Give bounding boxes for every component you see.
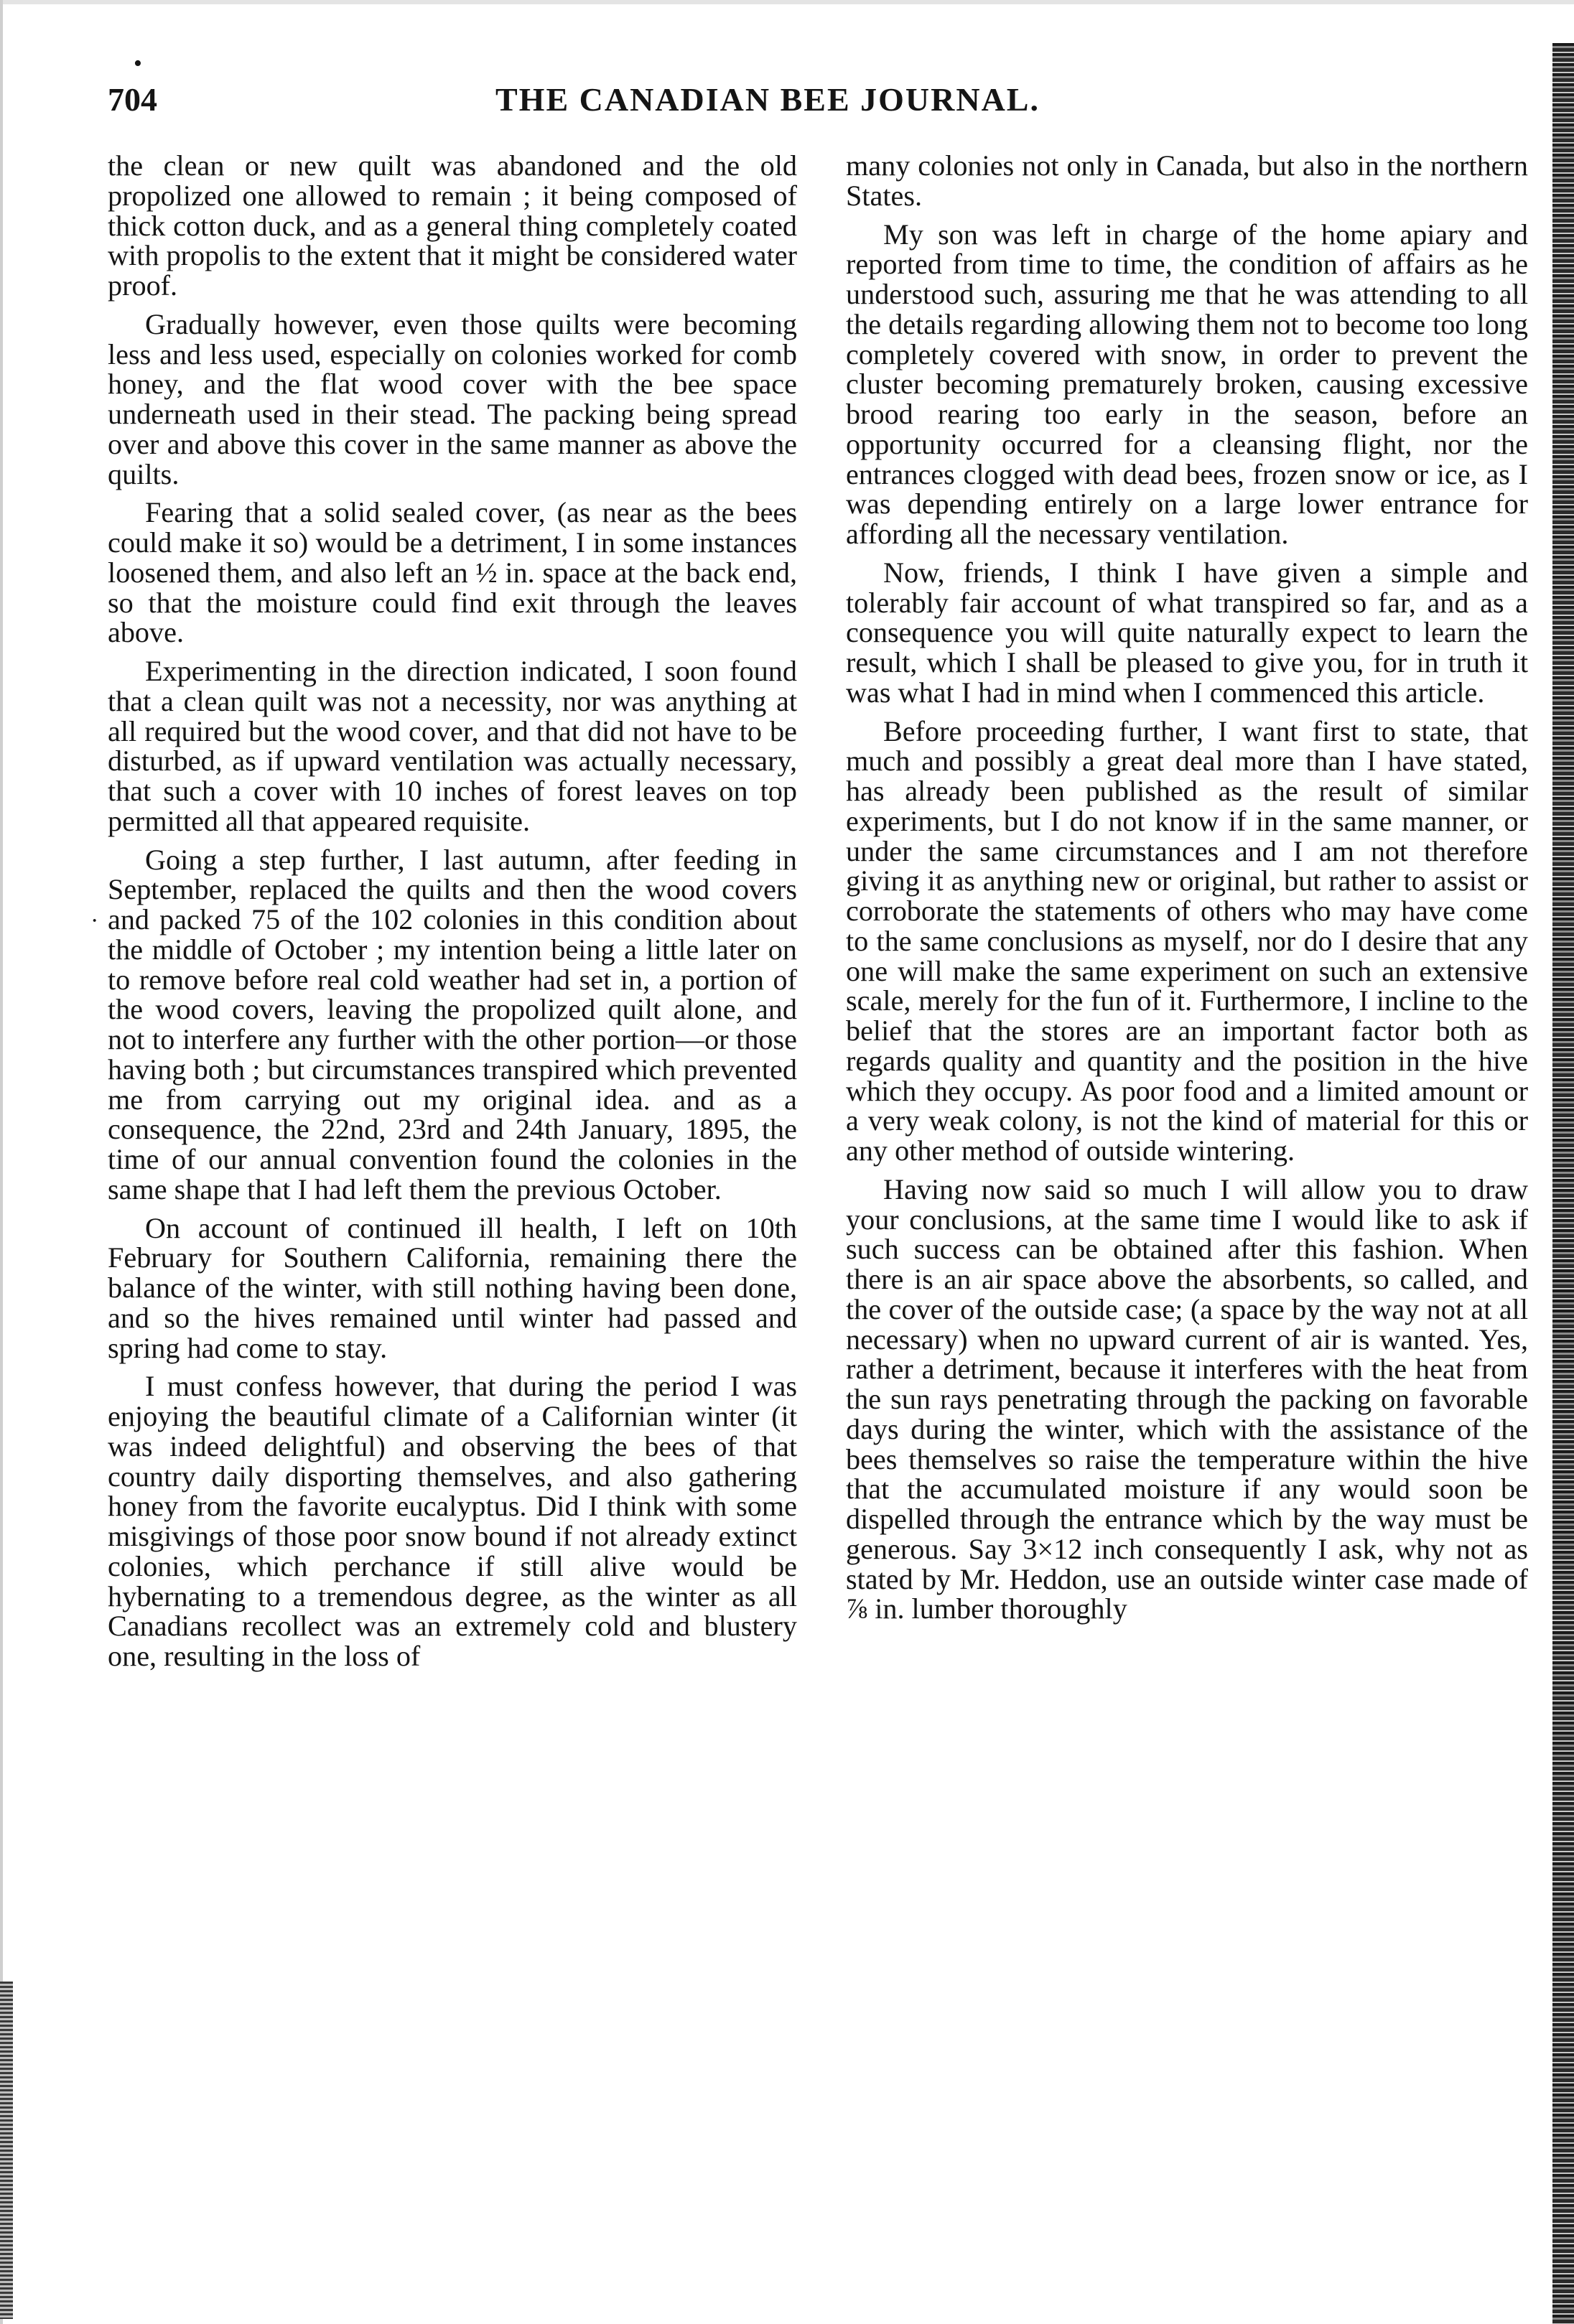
paragraph: Fearing that a solid sealed cover, (as near as the bees could make it so) would be a detriment, I in some instances loosened them, and also left an ½ in. space at the back end, so that the moisture could find exit through the leaves above. [108, 496, 797, 649]
paragraph: On account of continued ill health, I left on 10th February for Southern California, remaining there the balance of the winter, with still nothing having been done, and so the hives remained until winter had passed and spring had come to stay. [108, 1211, 797, 1364]
page-number: 704 [108, 81, 157, 118]
paragraph: Before proceeding further, I want first to state, that much and possibly a great deal more than I have stated, has already been published as the result of similar experiments, but I do not know if in the same manner, or under the same circumstances and I am not therefore giving it as anything new or original, but rather to assist or corroborate the statements of others who may have come to the same conclusions as myself, nor do I desire that any one will make the same experiment on such an extensive scale, merely for the fun of it. Furthermore, I incline to the belief that the stores are an important factor both as regards quality and quantity and the position in the hive which they occupy. As poor food and a limited amount or a very weak colony, is not the kind of material for this or any other method of outside wintering. [846, 714, 1528, 1167]
paragraph: the clean or new quilt was abandoned and the old propolized one allowed to remain ; it being composed of thick cotton duck, and as a general thing completely coated with propolis to the extent that it might be considered water proof. [108, 149, 797, 302]
print-speck: • [134, 50, 142, 77]
page-header [108, 75, 1472, 125]
scanned-left-edge [0, 1982, 13, 2319]
paragraph: Having now said so much I will allow you to draw your conclusions, at the same time I would like to ask if such success can be obtained after this fashion. When there is an air space above the absorbents, so called, and the cover of the outside case; (a space by the way not at all necessary) when no upward current of air is wanted. Yes, rather a detriment, because it interferes with the heat from the sun rays penetrating through the packing on favorable days during the winter, which with the assistance of the bees themselves so raise the temperature within the hive that the accumulated moisture if any would soon be dispelled through the entrance which by the way must be generous. Say 3×12 inch consequently I ask, why not as stated by Mr. Heddon, use an outside winter case made of ⅞ in. lumber thoroughly [846, 1172, 1528, 1625]
right-column [846, 151, 1528, 1633]
paragraph: Experimenting in the direction indicated, I soon found that a clean quilt was not a necessity, nor was anything at all required but the wood cover, and that did not have to be disturbed, as if upward ventilation was actually necessary, that such a cover with 10 inches of forest leaves on top permitted all that appeared requisite. [108, 655, 797, 837]
paragraph: My son was left in charge of the home apiary and reported from time to time, the condition of affairs as he understood such, assuring me that he was attending to all the details regarding allowing them not to become too long completely covered with snow, in order to prevent the cluster becoming prematurely broken, causing excessive brood rearing too early in the season, before an opportunity occurred for a cleansing flight, nor the entrances clogged with dead bees, frozen snow or ice, as I was depending entirely on a large lower entrance for affording all the necessary ventilation. [846, 218, 1528, 550]
left-column [108, 151, 797, 1680]
paragraph: Gradually however, even those quilts were becoming less and less used, especially on colonies worked for comb honey, and the flat wood cover with the bee space underneath used in their stead. The packing being spread over and above this cover in the same manner as above the quilts. [108, 307, 797, 490]
page-top-rule [0, 0, 1574, 4]
page-left-rule [0, 0, 3, 2324]
paragraph: many colonies not only in Canada, but also in the northern States. [846, 149, 1528, 212]
journal-title: THE CANADIAN BEE JOURNAL. [495, 81, 1040, 118]
paragraph: Going a step further, I last autumn, after feeding in September, replaced the quilts and then the wood covers and packed 75 of the 102 colonies in this condition about the middle of October ; my intention being a little later on to remove before real cold weather had set in, a portion of the wood covers, leaving the propolized quilt alone, and not to interfere any further with the other portion—or those having both ; but circumstances transpired which prevented me from carrying out my original idea. and as a consequence, the 22nd, 23rd and 24th January, 1895, the time of our annual convention found the colonies in the same shape that I had left them the previous October. [108, 843, 797, 1205]
scanned-binding-edge [1552, 43, 1574, 2324]
paragraph: I must confess however, that during the period I was enjoying the beautiful climate of a Californian winter (it was indeed delightful) and observing the bees of that country daily disporting themselves, and also gathering honey from the favorite eucalyptus. Did I think with some misgivings of those poor snow bound if not already extinct colonies, which perchance if still alive would be hybernating to a tremendous degree, as the winter as all Canadians recollect was an extremely cold and blustery one, resulting in the loss of [108, 1370, 797, 1672]
print-speck: · [90, 907, 99, 934]
paragraph: Now, friends, I think I have given a simple and tolerably fair account of what transpired so far, and as a consequence you will quite naturally expect to learn the result, which I shall be pleased to give you, for in truth it was what I had in mind when I commenced this article. [846, 556, 1528, 709]
